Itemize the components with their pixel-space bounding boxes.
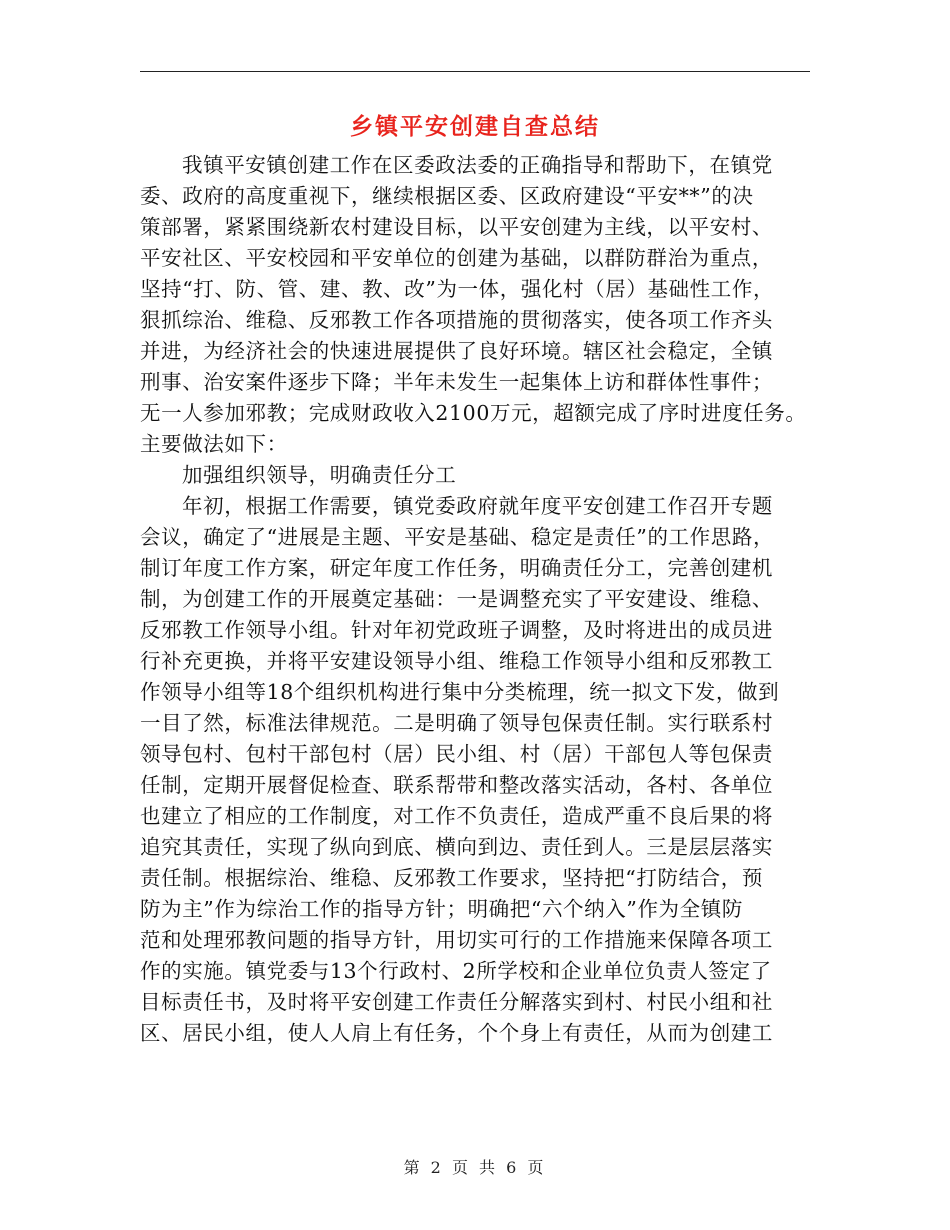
paragraph-line: 作领导小组等18个组织机构进行集中分类梳理，统一拟文下发，做到 [140,680,780,704]
paragraph-line: 任制，定期开展督促检查、联系帮带和整改落实活动，各村、各单位 [140,773,773,797]
page-number-footer: 第 2 页 共 6 页 [403,1158,547,1177]
paragraph-line: 无一人参加邪教；完成财政收入2100万元，超额完成了序时进度任务。 [140,401,807,425]
paragraph-line: 一目了然，标准法律规范。二是明确了领导包保责任制。实行联系村 [140,711,773,735]
paragraph-line: 目标责任书，及时将平安创建工作责任分解落实到村、村民小组和社 [140,990,773,1014]
paragraph-line: 我镇平安镇创建工作在区委政法委的正确指导和帮助下，在镇党 [182,153,773,177]
paragraph-line: 会议，确定了“进展是主题、平安是基础、稳定是责任”的工作思路， [140,525,775,549]
paragraph-line: 责任制。根据综治、维稳、反邪教工作要求，坚持把“打防结合，预 [140,866,763,890]
paragraph-line: 范和处理邪教问题的指导方针，用切实可行的工作措施来保障各项工 [140,928,773,952]
paragraph-line: 策部署，紧紧围绕新农村建设目标，以平安创建为主线，以平安村、 [140,215,773,239]
section-heading: 加强组织领导，明确责任分工 [182,463,457,487]
paragraph-line: 制，为创建工作的开展奠定基础：一是调整充实了平安建设、维稳、 [140,587,773,611]
paragraph-line: 追究其责任，实现了纵向到底、横向到边、责任到人。三是层层落实 [140,835,773,859]
paragraph-line: 狠抓综治、维稳、反邪教工作各项措施的贯彻落实，使各项工作齐头 [140,308,773,332]
paragraph-line: 也建立了相应的工作制度，对工作不负责任，造成严重不良后果的将 [140,804,773,828]
header-rule [140,71,810,72]
paragraph-line: 反邪教工作领导小组。针对年初党政班子调整，及时将进出的成员进 [140,618,773,642]
paragraph-line: 制订年度工作方案，研定年度工作任务，明确责任分工，完善创建机 [140,556,773,580]
document-title: 乡镇平安创建自查总结 [350,113,600,140]
paragraph-line: 坚持“打、防、管、建、教、改”为一体，强化村（居）基础性工作， [140,277,775,301]
paragraph-line: 领导包村、包村干部包村（居）民小组、村（居）干部包人等包保责 [140,742,773,766]
paragraph-line: 刑事、治安案件逐步下降；半年未发生一起集体上访和群体性事件； [140,370,773,394]
document-body [140,150,820,1049]
paragraph-line: 平安社区、平安校园和平安单位的创建为基础，以群防群治为重点， [140,246,773,270]
paragraph-line: 防为主”作为综治工作的指导方针；明确把“六个纳入”作为全镇防 [140,897,743,921]
paragraph-line: 委、政府的高度重视下，继续根据区委、区政府建设“平安**”的决 [140,184,754,208]
paragraph-line: 主要做法如下： [140,432,288,456]
paragraph-line: 年初，根据工作需要，镇党委政府就年度平安创建工作召开专题 [182,494,773,518]
paragraph-line: 行补充更换，并将平安建设领导小组、维稳工作领导小组和反邪教工 [140,649,773,673]
paragraph-line: 区、居民小组，使人人肩上有任务，个个身上有责任，从而为创建工 [140,1021,773,1045]
paragraph-line: 并进，为经济社会的快速进展提供了良好环境。辖区社会稳定，全镇 [140,339,773,363]
paragraph-line: 作的实施。镇党委与13个行政村、2所学校和企业单位负责人签定了 [140,959,772,983]
